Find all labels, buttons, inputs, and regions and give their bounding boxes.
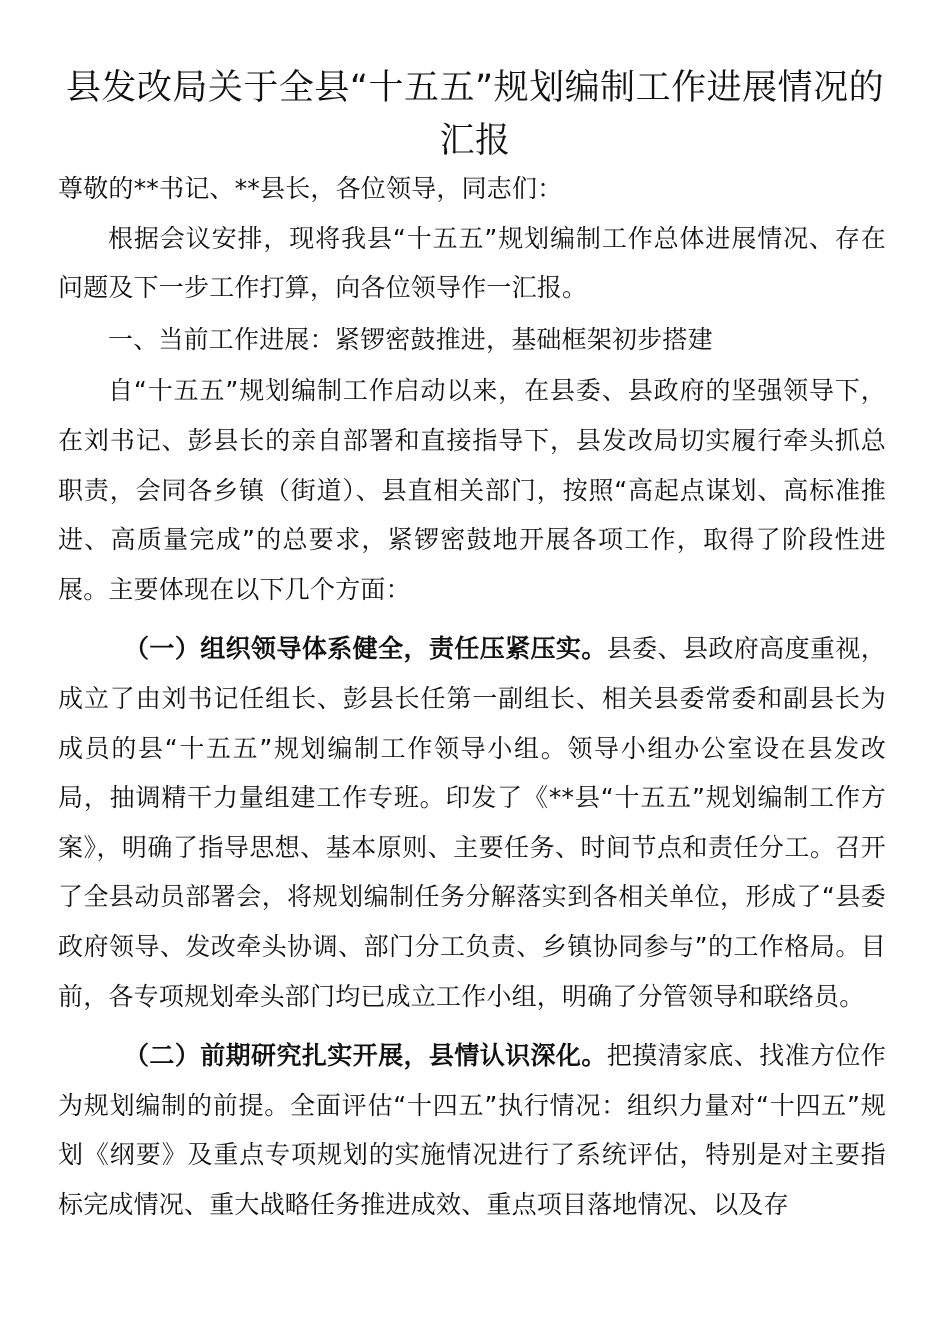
intro-paragraph: 根据会议安排，现将我县“十五五”规划编制工作总体进展情况、存在问题及下一步工作打算，向各位领导作一汇报。	[58, 223, 886, 303]
item-1-text: 县委、县政府高度重视，成立了由刘书记任组长、彭县长任第一副组长、相关县委常委和副县长为成员的县“十五五”规划编制工作领导小组。领导小组办公室设在县发改局，抽调精干力量组建工作专班。印发了《**县“十五五”规划编制工作方案》，明确了指导思想、基本原则、主要任务、时间节点和责任分工。召开了全县动员部署会，将规划编制任务分解落实到各相关单位，形成了“县委政府领导、发改牵头协调、部门分工负责、乡镇协同参与”的工作格局。目前，各专项规划牵头部门均已成立工作小组，明确了分管领导和联络员。	[58, 634, 886, 1011]
item-2-text: 把摸清家底、找准方位作为规划编制的前提。全面评估“十四五”执行情况：组织力量对“十四五”规划《纲要》及重点专项规划的实施情况进行了系统评估，特别是对主要指标完成情况、重大战略任务推进成效、重点项目落地情况、以及存	[58, 1041, 886, 1219]
greeting: 尊敬的**书记、**县长，各位领导，同志们：	[58, 174, 563, 203]
item-1-paragraph	[58, 624, 886, 1021]
section-1-heading: 一、当前工作进展：紧锣密鼓推进，基础框架初步搭建	[108, 324, 713, 354]
document-title: 县发改局关于全县“十五五”规划编制工作进展情况的汇报	[65, 68, 885, 161]
item-1-lead: （一）组织领导体系健全，责任压紧压实。	[124, 634, 607, 664]
item-2-paragraph	[58, 1031, 886, 1229]
document-body	[58, 164, 886, 1229]
item-2-lead: （二）前期研究扎实开展，县情认识深化。	[124, 1041, 607, 1071]
section-1-paragraph: 自“十五五”规划编制工作启动以来，在县委、县政府的坚强领导下，在刘书记、彭县长的亲自部署和直接指导下，县发改局切实履行牵头抓总职责，会同各乡镇（街道）、县直相关部门，按照“高起点谋划、高标准推进、高质量完成”的总要求，紧锣密鼓地开展各项工作，取得了阶段性进展。主要体现在以下几个方面：	[58, 376, 886, 604]
